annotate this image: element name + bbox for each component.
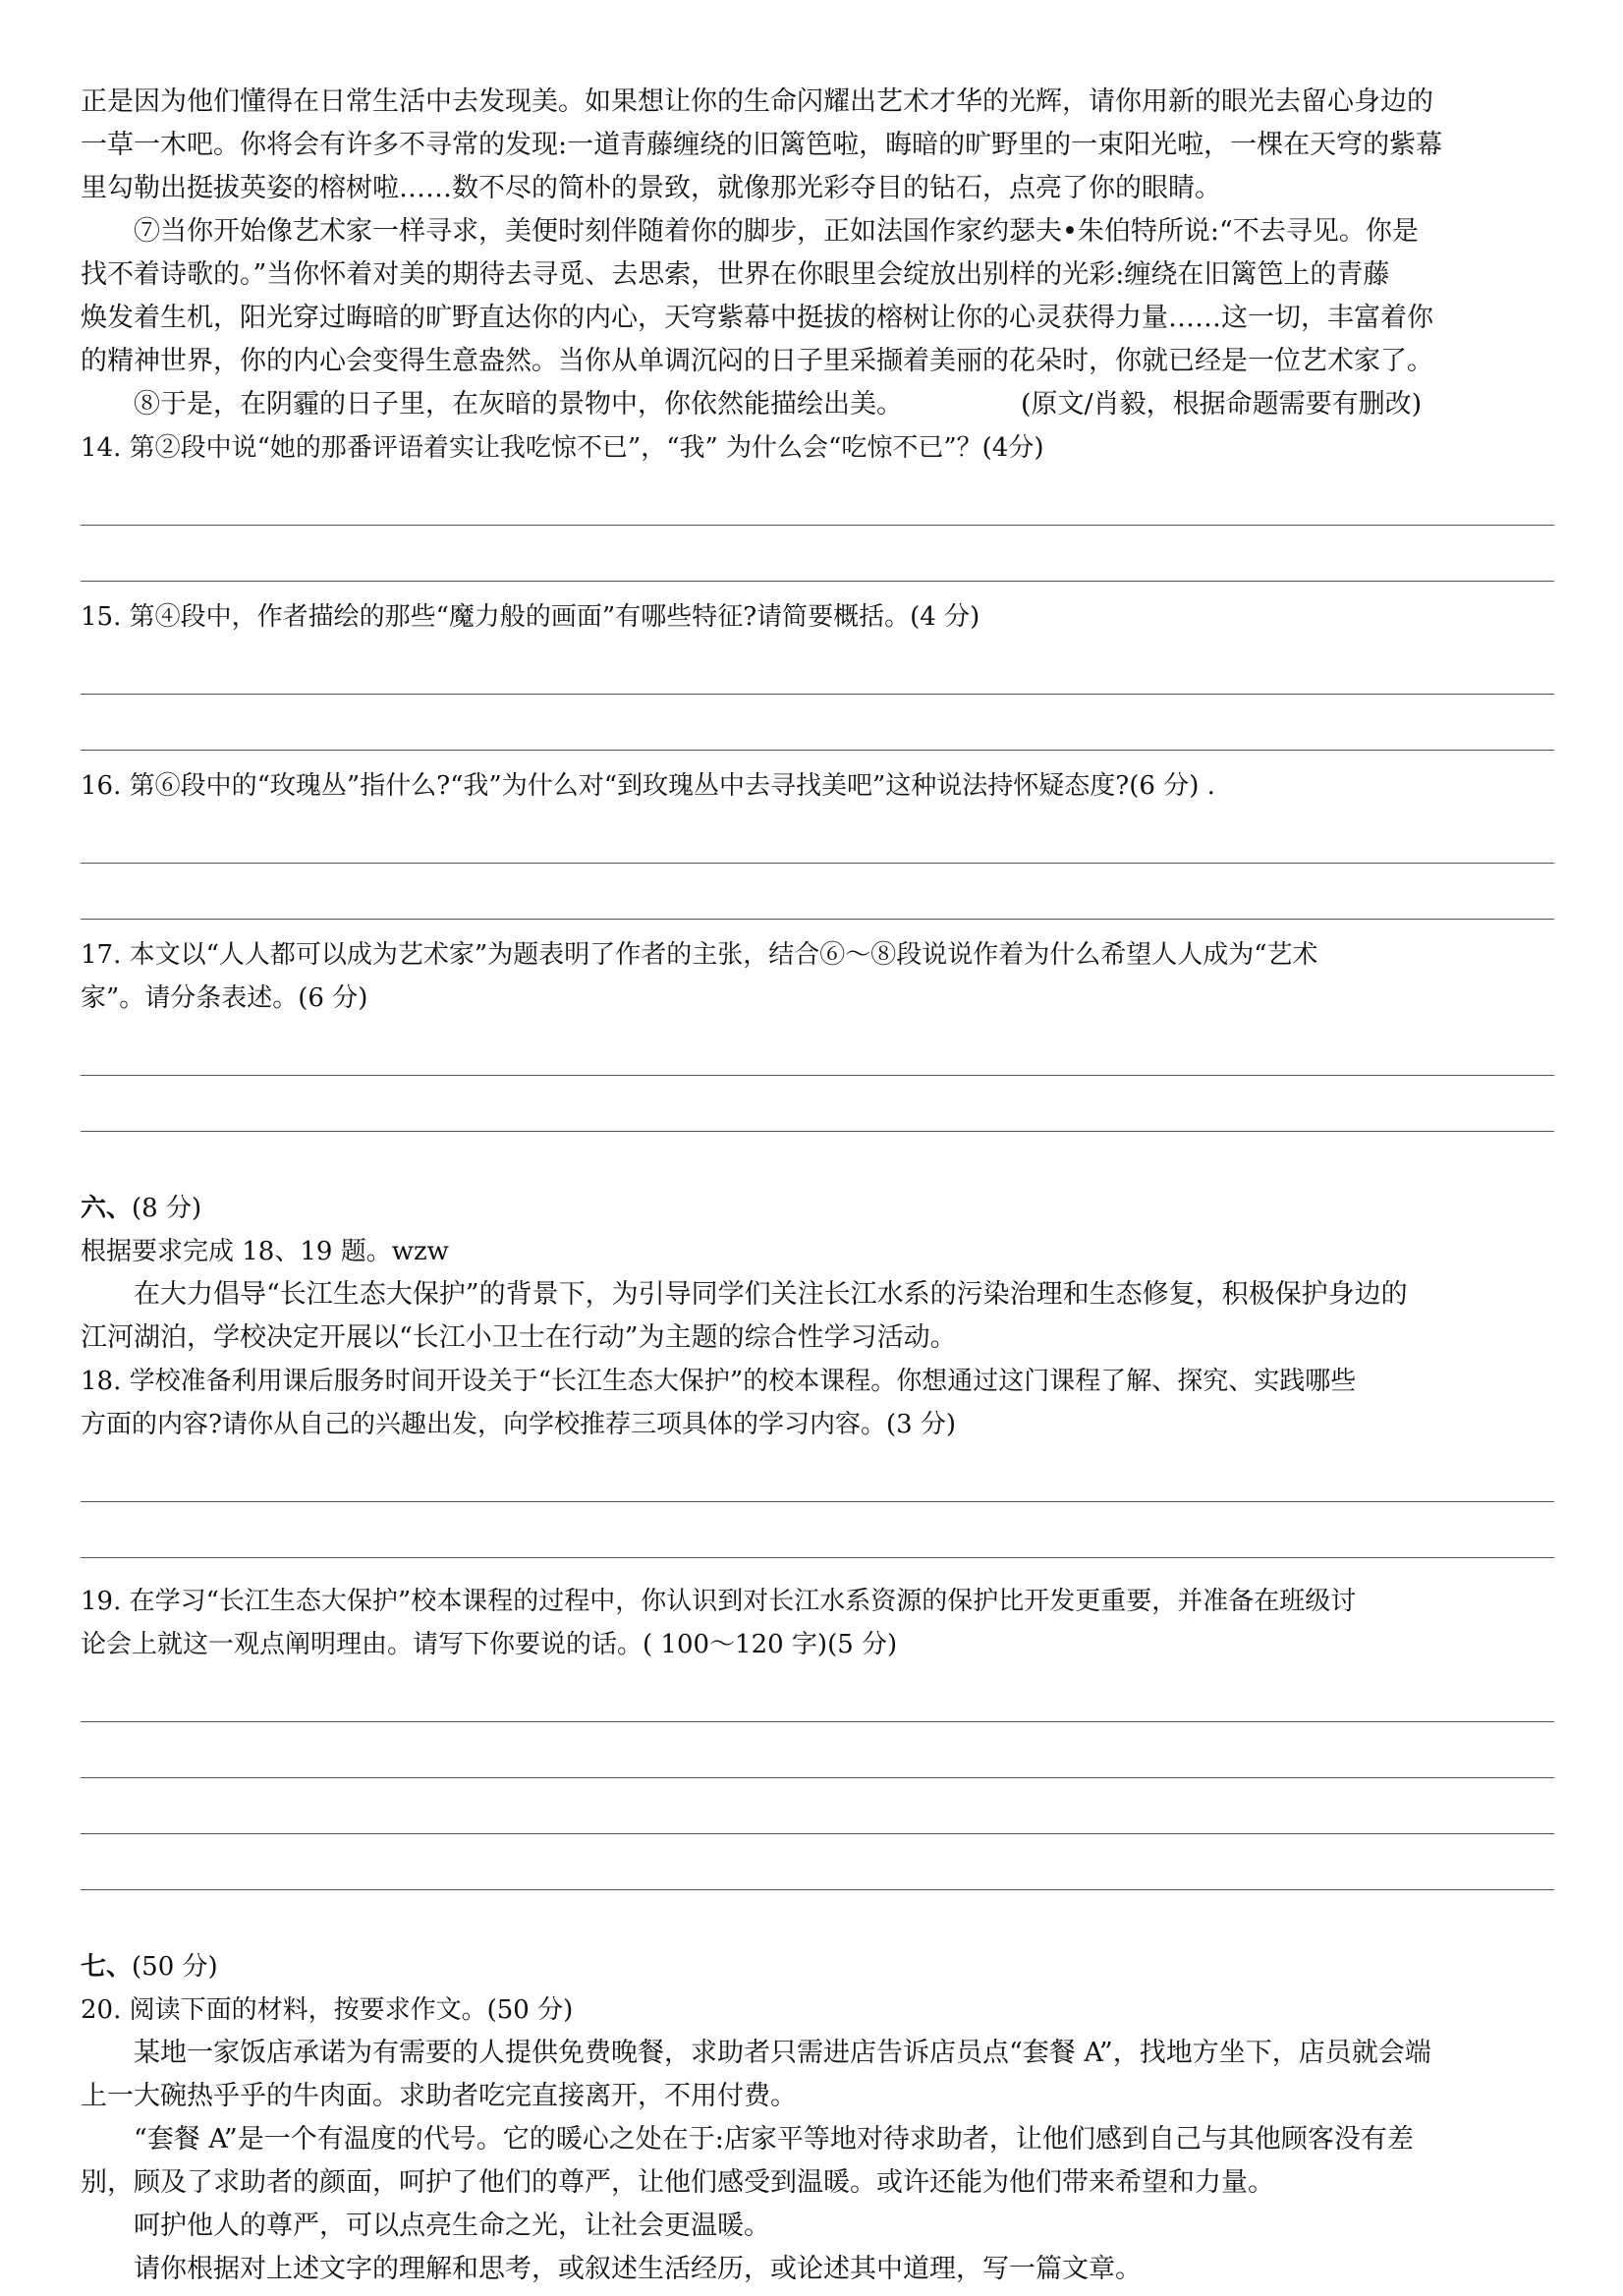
question-18-line: 方面的内容?请你从自己的兴趣出发，向学校推荐三项具体的学习内容。(3 分): [81, 1410, 957, 1439]
section-6-number: 六、: [81, 1194, 133, 1223]
section-6-heading: [81, 1187, 1554, 1230]
answer-line[interactable]: [81, 1778, 1554, 1834]
answer-area-18[interactable]: [81, 1446, 1554, 1558]
answer-area-19[interactable]: [81, 1666, 1554, 1890]
section-7-heading: [81, 1945, 1554, 1988]
answer-line[interactable]: [81, 1446, 1554, 1502]
answer-line[interactable]: [81, 808, 1554, 864]
paragraph-7-line: 焕发着生机，阳光穿过晦暗的旷野直达你的内心，天穹紫幕中挺拔的榕树让你的心灵获得力量……这一切，丰富着你: [81, 303, 1433, 333]
material-line: 上一大碗热乎乎的牛肉面。求助者吃完直接离开，不用付费。: [81, 2081, 797, 2111]
answer-line[interactable]: [81, 1020, 1554, 1076]
answer-line[interactable]: [81, 1502, 1554, 1558]
section-6-background-line: 在大力倡导“长江生态大保护”的背景下，为引导同学们关注长江水系的污染治理和生态修复，积极保护身边的: [134, 1279, 1408, 1310]
answer-line[interactable]: [81, 526, 1554, 582]
section-6-intro: 根据要求完成 18、19 题。wzw: [81, 1237, 449, 1266]
question-17-line: 17. 本文以“人人都可以成为艺术家”为题表明了作者的主张，结合⑥～⑧段说说作着为什么希望人人成为“艺术: [81, 940, 1318, 970]
source-credit: (原文/肖毅，根据命题需要有删改): [1021, 389, 1423, 420]
paragraph-7-line: 的精神世界，你的内心会变得生意盎然。当你从单调沉闷的日子里采撷着美丽的花朵时，你就已经是一位艺术家了。: [81, 346, 1433, 376]
material-line: 某地一家饭店承诺为有需要的人提供免费晚餐，求助者只需进店告诉店员点“套餐 A”，找地方坐下，店员就会端: [134, 2038, 1431, 2068]
answer-line[interactable]: [81, 695, 1554, 751]
section-6-background-line: 江河湖泊，学校决定开展以“长江小卫士在行动”为主题的综合性学习活动。: [81, 1322, 957, 1353]
question-16: 16. 第⑥段中的“玫瑰丛”指什么?“我”为什么对“到玫瑰丛中去寻找美吧”这种说法持怀疑态度?(6 分) .: [81, 771, 1215, 801]
question-19-line: 论会上就这一观点阐明理由。请写下你要说的话。( 100～120 字)(5 分): [81, 1630, 898, 1659]
paragraph-7-line: ⑦当你开始像艺术家一样寻求，美便时刻伴随着你的脚步，正如法国作家约瑟夫•朱伯特所说:“不去寻见。你是: [134, 216, 1419, 247]
answer-line[interactable]: [81, 1722, 1554, 1778]
passage-line: 一草一木吧。你将会有许多不寻常的发现:一道青藤缠绕的旧篱笆啦，晦暗的旷野里的一束阳光啦，一棵在天穹的紫幕: [81, 130, 1443, 160]
question-18-line: 18. 学校准备利用课后服务时间开设关于“长江生态大保护”的校本课程。你想通过这门课程了解、探究、实践哪些: [81, 1367, 1357, 1396]
paragraph-8-text: ⑧于是，在阴霾的日子里，在灰暗的景物中，你依然能描绘出美。: [134, 389, 903, 420]
passage-line: 正是因为他们懂得在日常生活中去发现美。如果想让你的生命闪耀出艺术才华的光辉，请你用新的眼光去留心身边的: [81, 86, 1433, 117]
section-7-number: 七、: [81, 1952, 133, 1982]
answer-area-14[interactable]: [81, 470, 1554, 582]
question-20: 20. 阅读下面的材料，按要求作文。(50 分): [81, 1995, 574, 2025]
answer-area-16[interactable]: [81, 808, 1554, 920]
material-line: 别，顾及了求助者的颜面，呵护了他们的尊严，让他们感受到温暖。或许还能为他们带来希望和力量。: [81, 2167, 1274, 2198]
paragraph-7-line: 找不着诗歌的。”当你怀着对美的期待去寻觅、去思索，世界在你眼里会绽放出别样的光彩:缠绕在旧篱笆上的青藤: [81, 259, 1390, 290]
section-6-score: (8 分): [132, 1194, 202, 1223]
material-line: 请你根据对上述文字的理解和思考，或叙述生活经历，或论述其中道理，写一篇文章。: [134, 2254, 1142, 2284]
answer-area-15[interactable]: [81, 639, 1554, 751]
answer-line[interactable]: [81, 1834, 1554, 1890]
answer-area-17[interactable]: [81, 1020, 1554, 1132]
material-line: “套餐 A”是一个有温度的代号。它的暖心之处在于:店家平等地对待求助者，让他们感到自己与其他顾客没有差: [134, 2124, 1414, 2155]
exam-page: [81, 81, 1554, 2291]
answer-line[interactable]: [81, 864, 1554, 920]
paragraph-8: [81, 383, 1554, 426]
answer-line[interactable]: [81, 1666, 1554, 1722]
question-19-line: 19. 在学习“长江生态大保护”校本课程的过程中，你认识到对长江水系资源的保护比开发更重要，并准备在班级讨: [81, 1587, 1357, 1616]
section-7-score: (50 分): [132, 1952, 218, 1982]
material-line: 呵护他人的尊严，可以点亮生命之光，让社会更温暖。: [134, 2211, 770, 2241]
answer-line[interactable]: [81, 639, 1554, 695]
question-17-line: 家”。请分条表述。(6 分): [81, 983, 368, 1013]
question-15: 15. 第④段中，作者描绘的那些“魔力般的画面”有哪些特征?请简要概括。(4 分): [81, 602, 980, 632]
answer-line[interactable]: [81, 470, 1554, 526]
question-14: 14. 第②段中说“她的那番评语着实让我吃惊不已”，“我” 为什么会“吃惊不已”？(4分): [81, 433, 1044, 463]
answer-line[interactable]: [81, 1076, 1554, 1132]
passage-line: 里勾勒出挺拔英姿的榕树啦……数不尽的简朴的景致，就像那光彩夺目的钻石，点亮了你的眼睛。: [81, 173, 1221, 203]
